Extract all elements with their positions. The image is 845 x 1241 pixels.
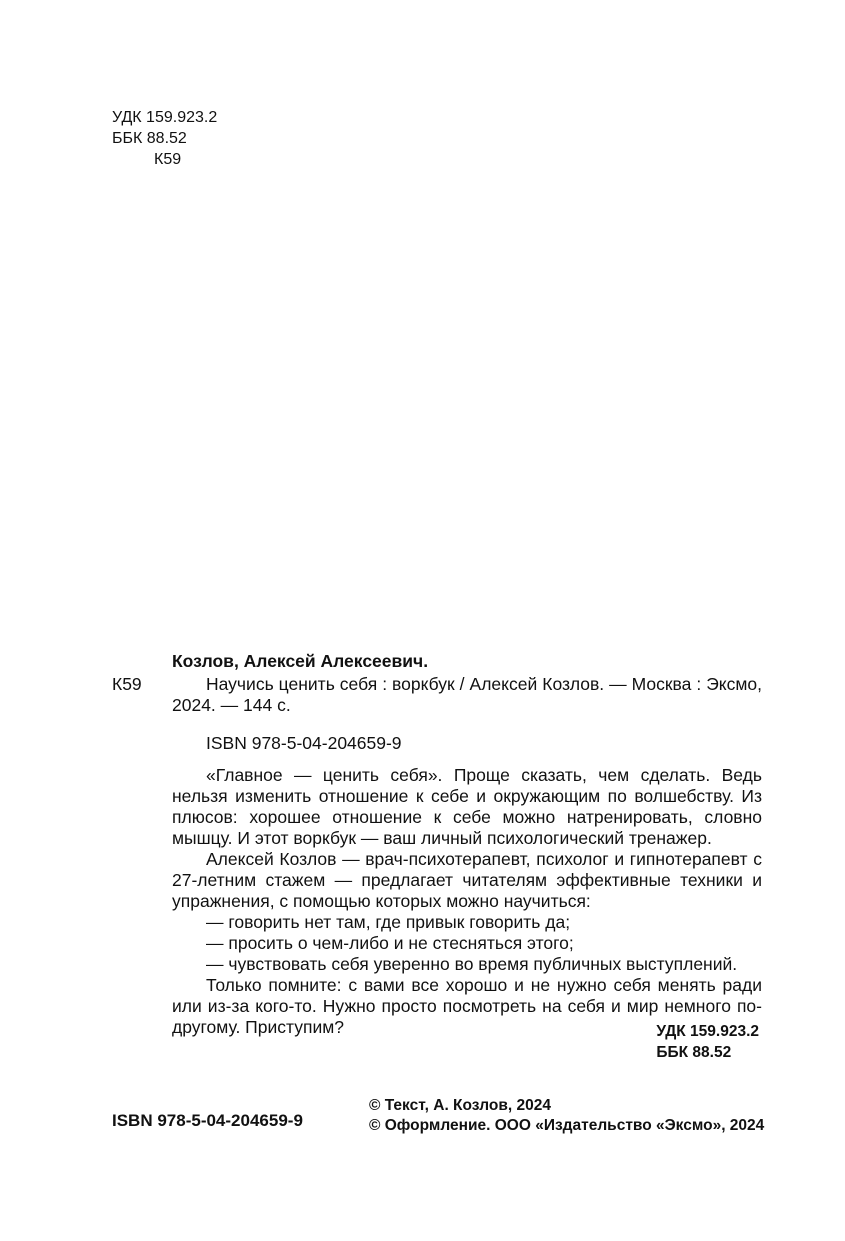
- bibliographic-description: Научись ценить себя : воркбук / Алексей Козлов. — Москва : Эксмо, 2024. — 144 с.: [172, 674, 762, 715]
- annotation-list-item: — чувствовать себя уверенно во время публичных выступлений.: [206, 954, 738, 974]
- annotation-list-item: — просить о чем-либо и не стесняться этого;: [206, 933, 574, 953]
- author-sign-entry: К59: [112, 674, 142, 694]
- isbn-footer: ISBN 978-5-04-204659-9: [112, 1111, 303, 1130]
- classification-codes-bottom: [656, 1021, 759, 1063]
- annotation-paragraph: Алексей Козлов — врач-психотерапевт, психолог и гипнотерапевт с 27-летним стажем — предлагает читателям эффективные техники и упражнения, с помощью которых можно научиться:: [172, 849, 762, 911]
- classification-codes-top: [112, 107, 217, 170]
- annotation-list-item: — говорить нет там, где привык говорить да;: [206, 912, 571, 932]
- author-heading: Козлов, Алексей Алексеевич.: [172, 651, 429, 671]
- bbk-code: ББК 88.52: [112, 130, 187, 147]
- copyright-text: © Текст, А. Козлов, 2024: [369, 1097, 552, 1114]
- annotation-paragraph: Только помните: с вами все хорошо и не нужно себя менять ради или из-за кого-то. Нужно просто посмотреть на себя и мир немного по-другому. Приступим?: [172, 975, 762, 1037]
- copyright-block: [369, 1096, 764, 1136]
- annotation: [172, 765, 762, 1038]
- author-sign: К59: [154, 151, 182, 168]
- annotation-paragraph: «Главное — ценить себя». Проще сказать, чем сделать. Ведь нельзя изменить отношение к себе и окружающим по волшебству. Из плюсов: хорошее отношение к себе можно натренировать, словно мышцу. И этот воркбук — ваш личный психологический тренажер.: [172, 765, 762, 848]
- copyright-design: © Оформление. ООО «Издательство «Эксмо», 2024: [369, 1117, 765, 1134]
- isbn-entry: ISBN 978-5-04-204659-9: [206, 733, 402, 753]
- udk-code: УДК 159.923.2: [112, 109, 218, 126]
- bbk-code: ББК 88.52: [656, 1044, 732, 1061]
- udk-code: УДК 159.923.2: [656, 1023, 759, 1040]
